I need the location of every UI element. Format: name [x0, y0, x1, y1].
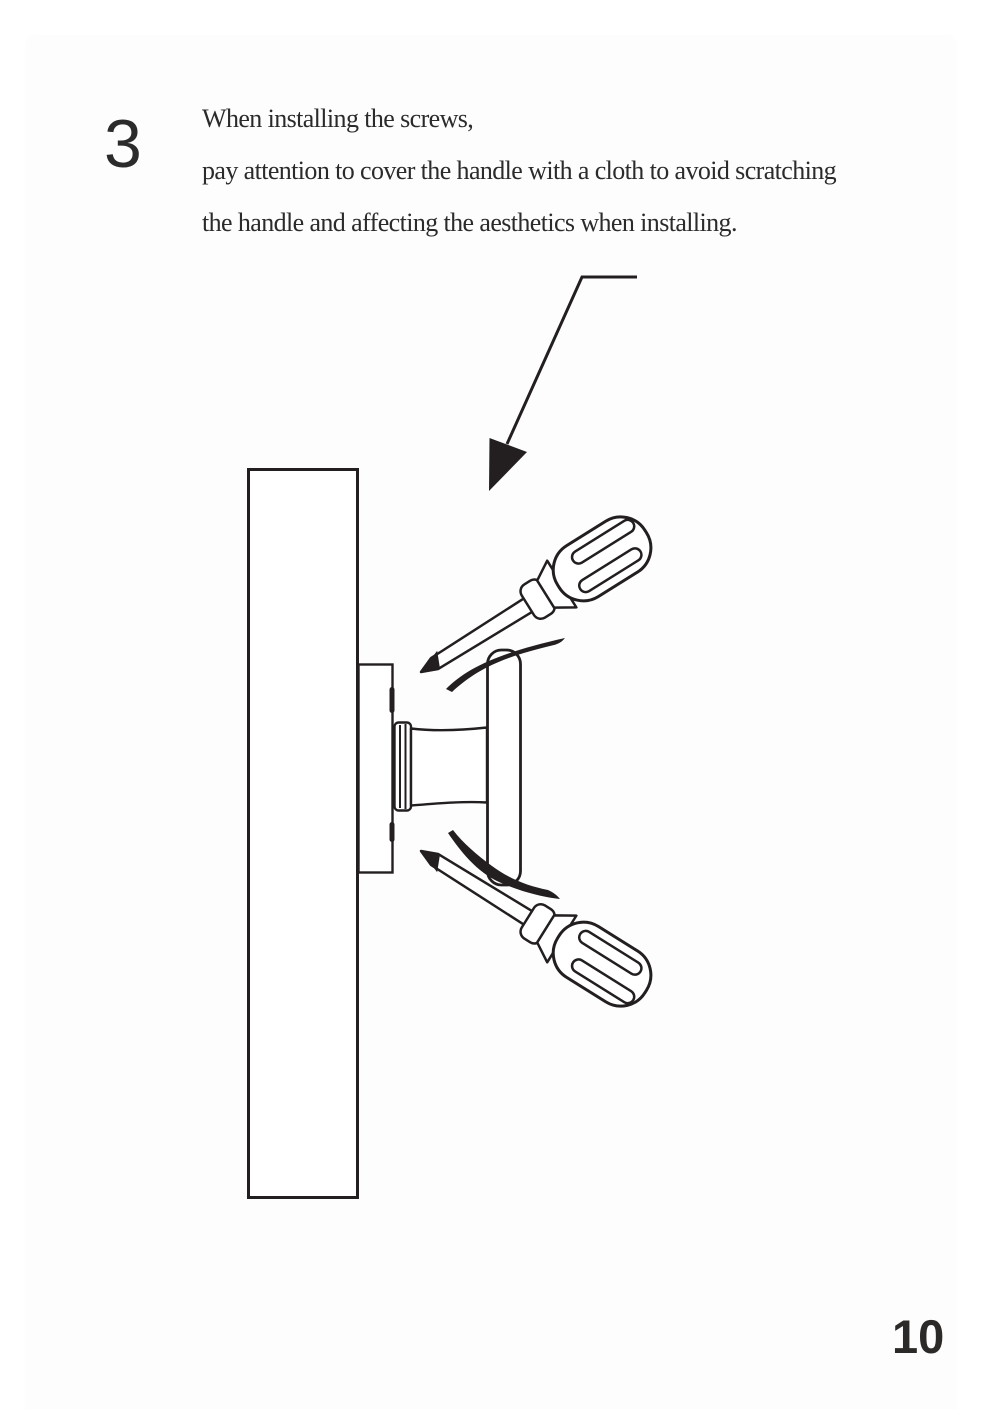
knob-collar [395, 723, 412, 811]
instruction-line-1: When installing the screws, [202, 104, 474, 133]
screw-mark-top [390, 687, 395, 713]
step-number: 3 [104, 106, 142, 182]
knob-neck [411, 728, 487, 806]
instruction-line-2: pay attention to cover the handle with a cloth to avoid scratching [202, 156, 837, 185]
page-number: 10 [892, 1310, 945, 1363]
door-panel [249, 470, 358, 1198]
knob-bar [488, 650, 521, 885]
guide-arrow [489, 277, 637, 491]
screw-mark-bottom [390, 822, 395, 842]
instruction-line-3: the handle and affecting the aesthetics when installing. [202, 208, 737, 237]
screwdriver-top [405, 506, 662, 697]
screwdriver-bottom [405, 826, 662, 1017]
mounting-plate [359, 665, 393, 873]
